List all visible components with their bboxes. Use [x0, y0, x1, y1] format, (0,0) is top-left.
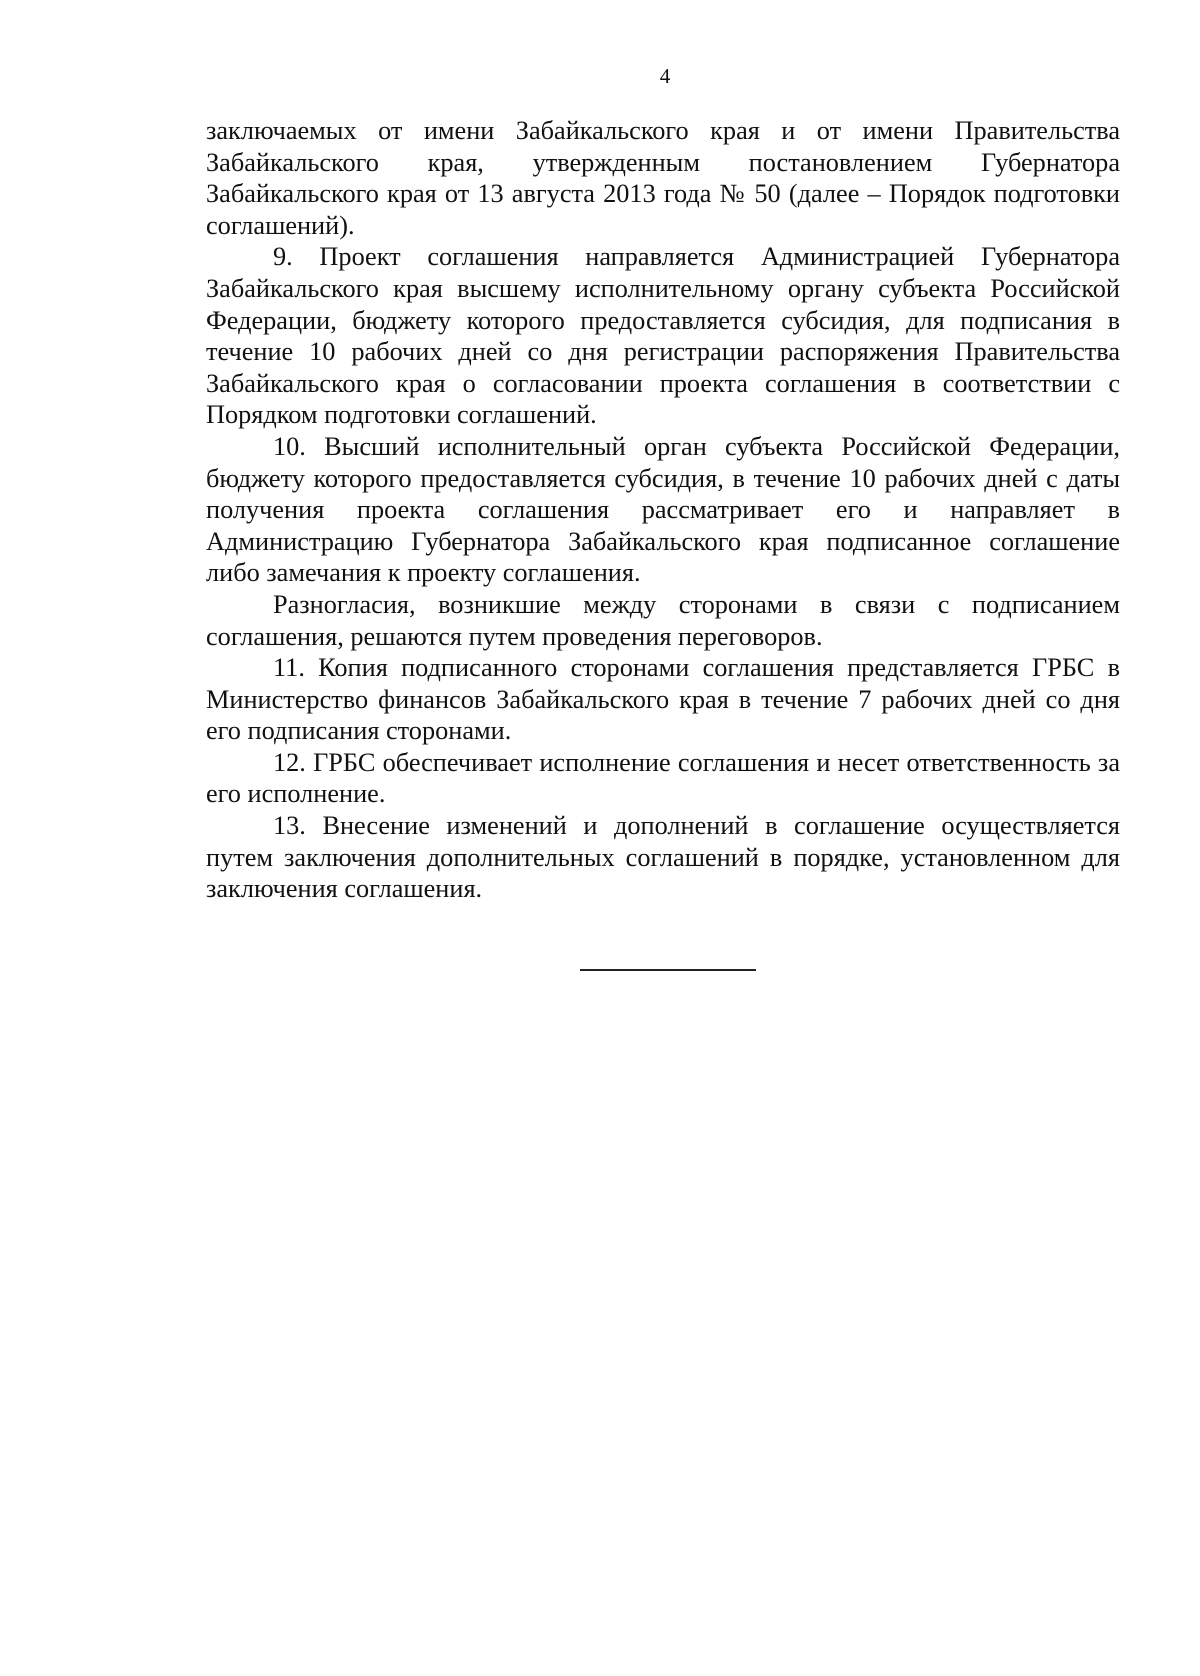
page-number: 4 — [659, 64, 671, 88]
paragraph-disagreements: Разногласия, возникшие между сторонами в связи с подписанием соглашения, решаются путем проведения переговоров. — [206, 589, 1120, 651]
document-body — [206, 115, 1120, 905]
paragraph-item-10: 10. Высший исполнительный орган субъекта Российской Федерации, бюджету которого предоставляется субсидия, в течение 10 рабочих дней с даты получения проекта соглашения рассматривает его и направляет в Администрацию Губернатора Забайкальского края подписанное соглашение либо замечания к проекту соглашения. — [206, 431, 1120, 588]
paragraph-item-12: 12. ГРБС обеспечивает исполнение соглашения и несет ответственность за его исполнение. — [206, 747, 1120, 809]
paragraph-intro-continuation: заключаемых от имени Забайкальского края и от имени Правительства Забайкальского края, утвержденным постановлением Губернатора Забайкальского края от 13 августа 2013 года № 50 (далее – Порядок подготовки соглашений). — [206, 116, 1120, 240]
end-separator-line — [580, 969, 756, 971]
paragraph-item-9: 9. Проект соглашения направляется Администрацией Губернатора Забайкальского края высшему исполнительному органу субъекта Российской Федерации, бюджету которого предоставляется субсидия, для подписания в течение 10 рабочих дней со дня регистрации распоряжения Правительства Забайкальского края о согласовании проекта соглашения в соответствии с Порядком подготовки соглашений. — [206, 242, 1120, 430]
paragraph-item-11: 11. Копия подписанного сторонами соглашения представляется ГРБС в Министерство финансов Забайкальского края в течение 7 рабочих дней со дня его подписания сторонами. — [206, 653, 1120, 746]
paragraph-item-13: 13. Внесение изменений и дополнений в соглашение осуществляется путем заключения дополнительных соглашений в порядке, установленном для заключения соглашения. — [206, 811, 1120, 904]
